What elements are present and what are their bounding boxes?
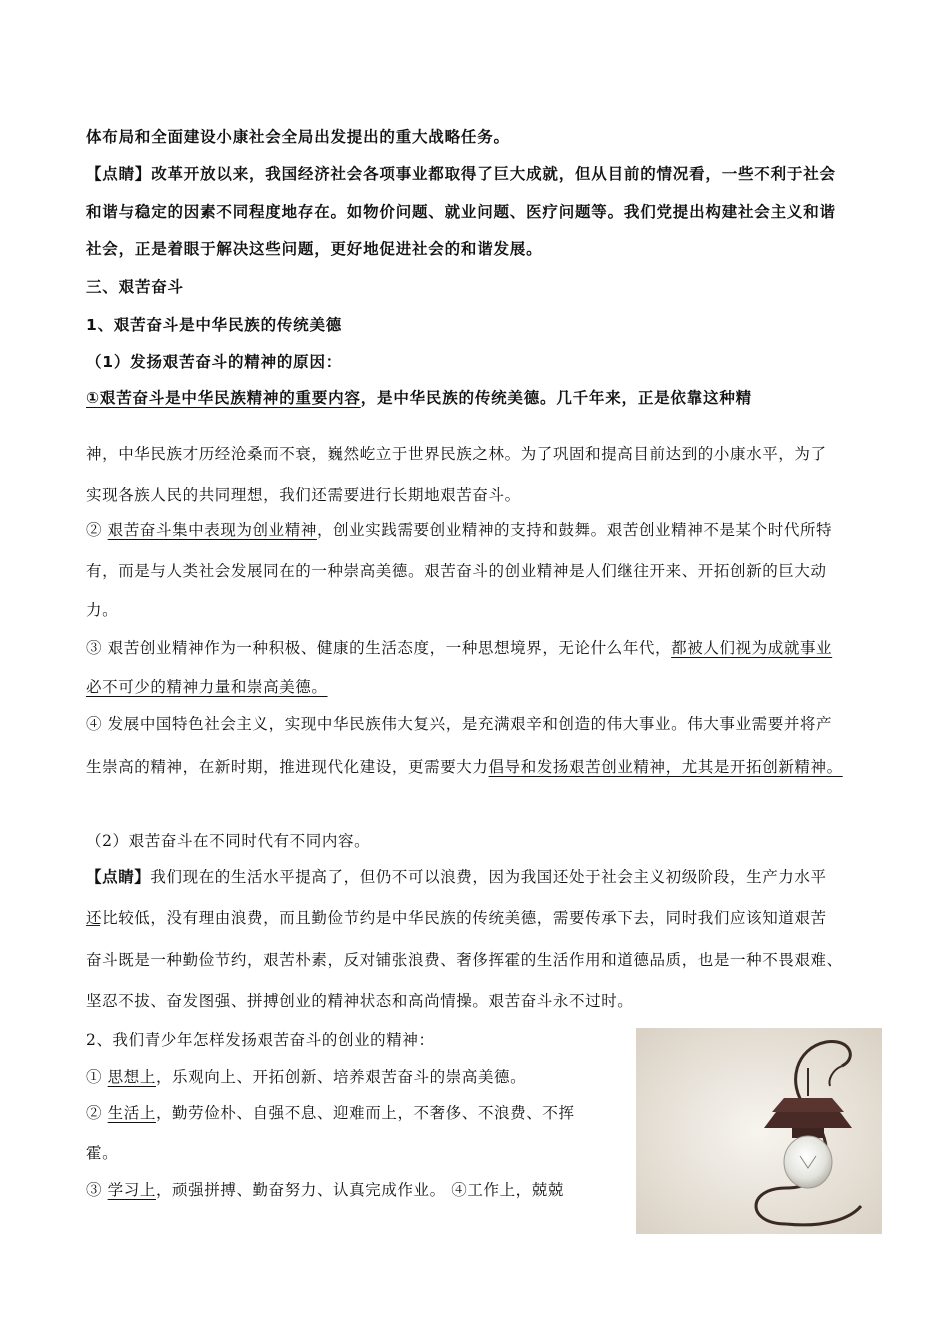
subsection-heading: 1、艰苦奋斗是中华民族的传统美德 xyxy=(86,316,343,334)
text-line: 和谐与稳定的因素不同程度地存在。如物价问题、就业问题、医疗问题等。我们党提出构建社会主义和谐 xyxy=(86,203,836,221)
highlight-tag: 【点睛】 xyxy=(86,165,152,183)
text-line xyxy=(86,387,752,409)
underlined-text: 思想上 xyxy=(107,1068,156,1086)
text-span: ② xyxy=(86,521,108,539)
text-line: 力。 xyxy=(86,601,119,619)
text-span: ，创业实践需要创业精神的支持和鼓舞。艰苦创业精神不是某个时代所特 xyxy=(316,521,833,539)
text-line xyxy=(86,1066,526,1088)
text-line: 有，而是与人类社会发展同在的一种崇高美德。艰苦奋斗的创业精神是人们继往开来、开拓创新的巨大动 xyxy=(86,562,827,580)
text-line: 神，中华民族才历经沧桑而不衰，巍然屹立于世界民族之林。为了巩固和提高目前达到的小康水平，为了 xyxy=(86,445,827,463)
underlined-text: 学习上 xyxy=(107,1181,156,1199)
highlight-tag: 【点睛】 xyxy=(86,867,151,886)
text-line: （2）艰苦奋斗在不同时代有不同内容。 xyxy=(86,832,371,850)
text-span: ③ xyxy=(86,1181,108,1199)
text-span: ，勤劳俭朴、自强不息、迎难而上，不奢侈、不浪费、不挥 xyxy=(155,1104,575,1122)
text-span: 生崇高的精神，在新时期，推进现代化建设，更需要大力 xyxy=(86,758,489,776)
text-span: ② xyxy=(86,1104,108,1122)
text-line: 奋斗既是一种勤俭节约，艰苦朴素，反对铺张浪费、奢侈挥霍的生活作用和道德品质，也是一种不畏艰难、 xyxy=(86,951,843,969)
lamp-illustration-svg xyxy=(636,1028,882,1234)
text-span: 改革开放以来，我国经济社会各项事业都取得了巨大成就，但从目前的情况看，一些不利于社会 xyxy=(151,165,836,183)
text-span: ，是中华民族的传统美德。几千年来，正是依靠这种精 xyxy=(360,389,752,407)
text-line: 实现各族人民的共同理想，我们还需要进行长期地艰苦奋斗。 xyxy=(86,486,521,504)
text-line xyxy=(86,1179,564,1201)
text-span: ① xyxy=(86,1068,108,1086)
text-line: 坚忍不拔、奋发图强、拼搏创业的精神状态和高尚情操。艰苦奋斗永不过时。 xyxy=(86,992,634,1010)
text-line xyxy=(86,163,836,185)
text-line: ④ 发展中国特色社会主义，实现中华民族伟大复兴，是充满艰辛和创造的伟大事业。伟大事业需要并将产 xyxy=(86,715,833,733)
text-line: 霍。 xyxy=(86,1144,119,1162)
subsection-heading: （1）发扬艰苦奋斗的精神的原因： xyxy=(86,353,343,371)
text-span: ，乐观向上、开拓创新、培养艰苦奋斗的崇高美德。 xyxy=(155,1068,527,1086)
text-line: 2、我们青少年怎样发扬艰苦奋斗的创业的精神： xyxy=(86,1031,435,1049)
text-line xyxy=(86,866,827,888)
underlined-text: 艰苦奋斗集中表现为创业精神 xyxy=(107,521,317,539)
underlined-text: 倡导和发扬艰苦创业精神，尤其是开拓创新精神。 xyxy=(488,758,843,776)
section-heading: 三、艰苦奋斗 xyxy=(86,278,184,296)
text-line: 还比较低，没有理由浪费，而且勤俭节约是中华民族的传统美德，需要传承下去，同时我们应该知道艰苦 xyxy=(86,909,827,927)
text-span: 我们现在的生活水平提高了，但仍不可以浪费，因为我国还处于社会主义初级阶段，生产力水平 xyxy=(150,868,827,886)
underlined-text: ①艰苦奋斗是中华民族精神的重要内容 xyxy=(86,389,361,407)
underlined-text: 必不可少的精神力量和崇高美德。 xyxy=(86,678,328,696)
text-line xyxy=(86,1102,575,1124)
underlined-text: 都被人们视为成就事业 xyxy=(671,639,833,657)
text-line: 社会，正是着眼于解决这些问题，更好地促进社会的和谐发展。 xyxy=(86,240,543,258)
text-line xyxy=(86,519,832,541)
text-line xyxy=(86,756,843,778)
text-line: 体布局和全面建设小康社会全局出发提出的重大战略任务。 xyxy=(86,128,510,146)
text-line xyxy=(86,637,832,659)
underlined-text: 生活上 xyxy=(107,1104,156,1122)
lamp-illustration-icon xyxy=(636,1028,882,1234)
text-line xyxy=(86,676,328,698)
text-span: ，顽强拼搏、勤奋努力、认真完成作业。 ④工作上，兢兢 xyxy=(155,1181,564,1199)
text-span: ③ 艰苦创业精神作为一种积极、健康的生活态度，一种思想境界，无论什么年代， xyxy=(86,639,672,657)
